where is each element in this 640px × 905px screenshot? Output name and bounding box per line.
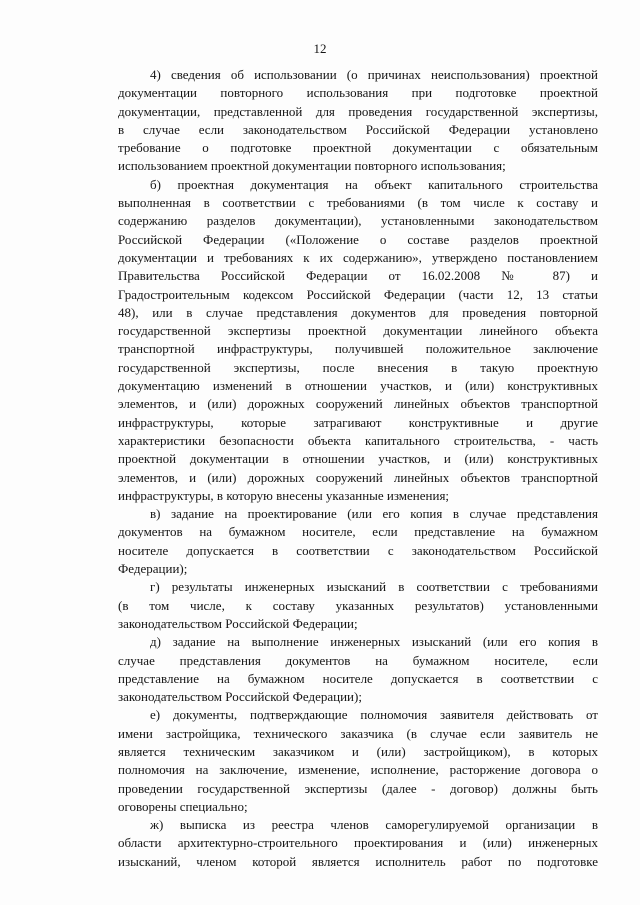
- text-line: характеристики безопасности объекта капитального строительства, - часть: [118, 432, 598, 448]
- text-line: 48), или в случае представления документов для проведения повторной: [118, 304, 598, 320]
- text-line: 4) сведения об использовании (о причинах неиспользования) проектной: [150, 67, 598, 82]
- text-line: выполненная в соответствии с требованиями (в том числе к составу и: [118, 195, 598, 211]
- text-line: законодательством Российской Федерации);: [118, 689, 362, 705]
- text-line: г) результаты инженерных изысканий в соответствии с требованиями: [150, 579, 598, 595]
- text-line: Российской Федерации («Положение о составе разделов проектной: [118, 231, 598, 247]
- text-line: носителе допускается в соответствии с законодательством Российской: [118, 542, 598, 558]
- text-line: требование о подготовке проектной документации с обязательным: [118, 140, 598, 156]
- text-line: представление на бумажном носителе допускается в соответствии с: [118, 670, 598, 686]
- text-line: изысканий, членом которой является исполнитель работ по подготовке: [118, 853, 598, 869]
- text-line: документов на бумажном носителе, если представление на бумажном: [118, 524, 598, 540]
- text-line: е) документы, подтверждающие полномочия заявителя действовать от: [150, 707, 598, 723]
- document-body: [118, 66, 598, 871]
- text-line: государственной экспертизы, после внесения в такую проектную: [118, 359, 598, 375]
- paragraph: [118, 706, 598, 816]
- text-line: б) проектная документация на объект капитального строительства: [150, 176, 598, 192]
- text-line: в) задание на проектирование (или его копия в случае представления: [150, 506, 598, 522]
- text-line: документации, представленной для проведения государственной экспертизы,: [118, 103, 598, 119]
- page-number: 12: [313, 41, 327, 56]
- text-line: инфраструктуры, в которую внесены указанные изменения;: [118, 487, 450, 503]
- text-line: государственной экспертизы проектной документации линейного объекта: [118, 323, 598, 339]
- paragraph: [118, 66, 598, 176]
- text-line: законодательством Российской Федерации;: [118, 615, 358, 631]
- paragraph: [118, 816, 598, 871]
- text-line: проектной документации в отношении участков, и (или) конструктивных: [118, 451, 598, 467]
- text-line: (в том числе, к составу указанных результатов) установленными: [118, 597, 598, 613]
- text-line: области архитектурно-строительного проектирования и (или) инженерных: [118, 835, 598, 851]
- text-line: элементов, и (или) дорожных сооружений линейных объектов транспортной: [118, 469, 598, 485]
- text-line: документацию изменений в отношении участков, и (или) конструктивных: [118, 378, 598, 394]
- text-line: проведении государственной экспертизы (далее - договор) должны быть: [118, 780, 598, 796]
- text-line: элементов, и (или) дорожных сооружений линейных объектов транспортной: [118, 396, 598, 412]
- text-line: в случае если законодательством Российской Федерации установлено: [118, 121, 598, 137]
- paragraph: [118, 505, 598, 578]
- text-line: имени застройщика, технического заказчика (в случае если заявитель не: [118, 725, 598, 741]
- text-line: Федерации);: [118, 561, 188, 577]
- text-line: документации и требованиях к их содержанию», утверждено постановлением: [118, 249, 598, 265]
- paragraph: [118, 578, 598, 633]
- text-line: полномочия на заключение, изменение, исполнение, расторжение договора о: [118, 762, 598, 778]
- text-line: содержанию разделов документации), установленными законодательством: [118, 213, 598, 229]
- text-line: является техническим заказчиком и (или) застройщиком), в которых: [118, 743, 598, 759]
- text-line: Градостроительным кодексом Российской Федерации (части 12, 13 статьи: [118, 286, 598, 302]
- text-line: д) задание на выполнение инженерных изысканий (или его копия в: [150, 634, 598, 650]
- text-line: документации повторного использования при подготовке проектной: [118, 85, 598, 101]
- paragraph: [118, 176, 598, 505]
- text-line: транспортной инфраструктуры, получившей положительное заключение: [118, 341, 598, 357]
- paragraph: [118, 633, 598, 706]
- text-line: Правительства Российской Федерации от 16.02.2008 № 87) и: [118, 268, 598, 284]
- text-line: инфраструктуры, которые затрагивают конструктивные и другие: [118, 414, 598, 430]
- text-line: использованием проектной документации повторного использования;: [118, 158, 506, 174]
- text-line: ж) выписка из реестра членов саморегулируемой организации в: [150, 817, 598, 833]
- text-line: случае представления документов на бумажном носителе, если: [118, 652, 598, 668]
- text-line: оговорены специально;: [118, 798, 248, 814]
